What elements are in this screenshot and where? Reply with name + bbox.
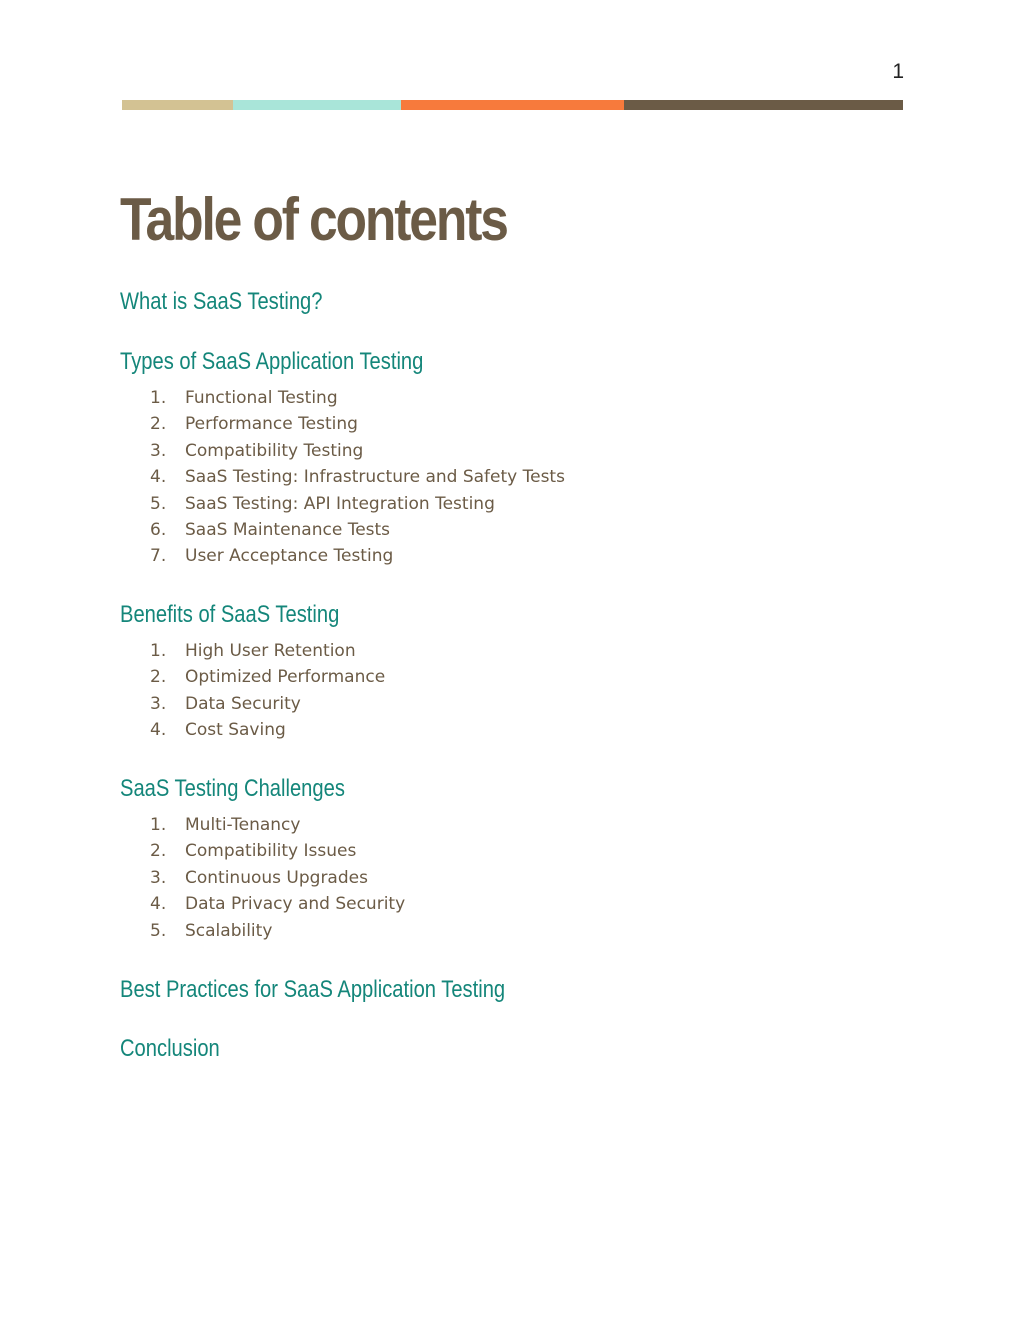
- toc-item-number: 1.: [150, 641, 167, 661]
- toc-item-number: 3.: [150, 867, 167, 888]
- toc-sub-item[interactable]: [150, 865, 405, 891]
- toc-item-label: Compatibility Issues: [185, 841, 357, 862]
- toc-item-number: 4.: [150, 894, 167, 915]
- color-bar-segment: [401, 100, 624, 110]
- color-bar-segment: [624, 100, 903, 110]
- toc-item-label: Performance Testing: [185, 414, 358, 435]
- toc-item-label: Multi-Tenancy: [185, 815, 301, 835]
- toc-item-label: User Acceptance Testing: [185, 546, 394, 567]
- decorative-color-bar: [122, 100, 903, 110]
- toc-item-label: SaaS Testing: Infrastructure and Safety Tests: [185, 467, 565, 488]
- toc-item-number: 6.: [150, 519, 167, 540]
- toc-heading-link[interactable]: SaaS Testing Challenges: [120, 775, 345, 802]
- toc-sub-item[interactable]: [150, 543, 565, 569]
- toc-item-label: SaaS Maintenance Tests: [185, 519, 391, 540]
- toc-item-label: Functional Testing: [185, 388, 338, 408]
- toc-sub-list: [150, 812, 405, 944]
- toc-item-number: 4.: [150, 467, 167, 488]
- toc-item-label: Cost Saving: [185, 720, 286, 741]
- toc-item-number: 2.: [150, 667, 167, 688]
- toc-sub-item[interactable]: [150, 812, 405, 838]
- toc-heading-link[interactable]: Conclusion: [120, 1035, 220, 1062]
- toc-sub-item[interactable]: [150, 918, 405, 944]
- toc-sub-item[interactable]: [150, 411, 565, 437]
- toc-sub-item[interactable]: [150, 891, 405, 917]
- toc-item-number: 3.: [150, 693, 167, 714]
- toc-item-label: High User Retention: [185, 641, 356, 661]
- toc-sub-item[interactable]: [150, 517, 565, 543]
- toc-sub-item[interactable]: [150, 638, 385, 664]
- toc-item-number: 2.: [150, 841, 167, 862]
- toc-item-number: 1.: [150, 388, 167, 408]
- toc-sub-item[interactable]: [150, 464, 565, 490]
- toc-sub-item[interactable]: [150, 691, 385, 717]
- toc-item-label: Data Security: [185, 693, 301, 714]
- toc-item-label: SaaS Testing: API Integration Testing: [185, 493, 495, 514]
- toc-sub-item[interactable]: [150, 491, 565, 517]
- toc-sub-item[interactable]: [150, 438, 565, 464]
- toc-sub-item[interactable]: [150, 717, 385, 743]
- toc-item-label: Optimized Performance: [185, 667, 386, 688]
- toc-item-number: 5.: [150, 920, 167, 941]
- toc-item-number: 1.: [150, 815, 167, 835]
- toc-sub-item[interactable]: [150, 385, 565, 411]
- color-bar-segment: [122, 100, 233, 110]
- toc-item-number: 2.: [150, 414, 167, 435]
- toc-item-label: Compatibility Testing: [185, 440, 364, 461]
- toc-item-label: Data Privacy and Security: [185, 894, 406, 915]
- toc-item-number: 7.: [150, 546, 167, 567]
- color-bar-segment: [233, 100, 401, 110]
- toc-item-number: 5.: [150, 493, 167, 514]
- page-title: Table of contents: [120, 186, 507, 253]
- toc-heading-link[interactable]: Best Practices for SaaS Application Testing: [120, 976, 506, 1003]
- toc-item-label: Scalability: [185, 920, 273, 941]
- toc-heading-link[interactable]: What is SaaS Testing?: [120, 288, 323, 315]
- toc-item-number: 3.: [150, 440, 167, 461]
- toc-sub-item[interactable]: [150, 838, 405, 864]
- toc-sub-item[interactable]: [150, 664, 385, 690]
- page-number: 1: [892, 60, 904, 83]
- toc-heading-link[interactable]: Types of SaaS Application Testing: [120, 348, 424, 375]
- toc-item-label: Continuous Upgrades: [185, 867, 368, 888]
- toc-sub-list: [150, 385, 565, 570]
- toc-item-number: 4.: [150, 720, 167, 741]
- toc-heading-link[interactable]: Benefits of SaaS Testing: [120, 601, 340, 628]
- toc-sub-list: [150, 638, 385, 744]
